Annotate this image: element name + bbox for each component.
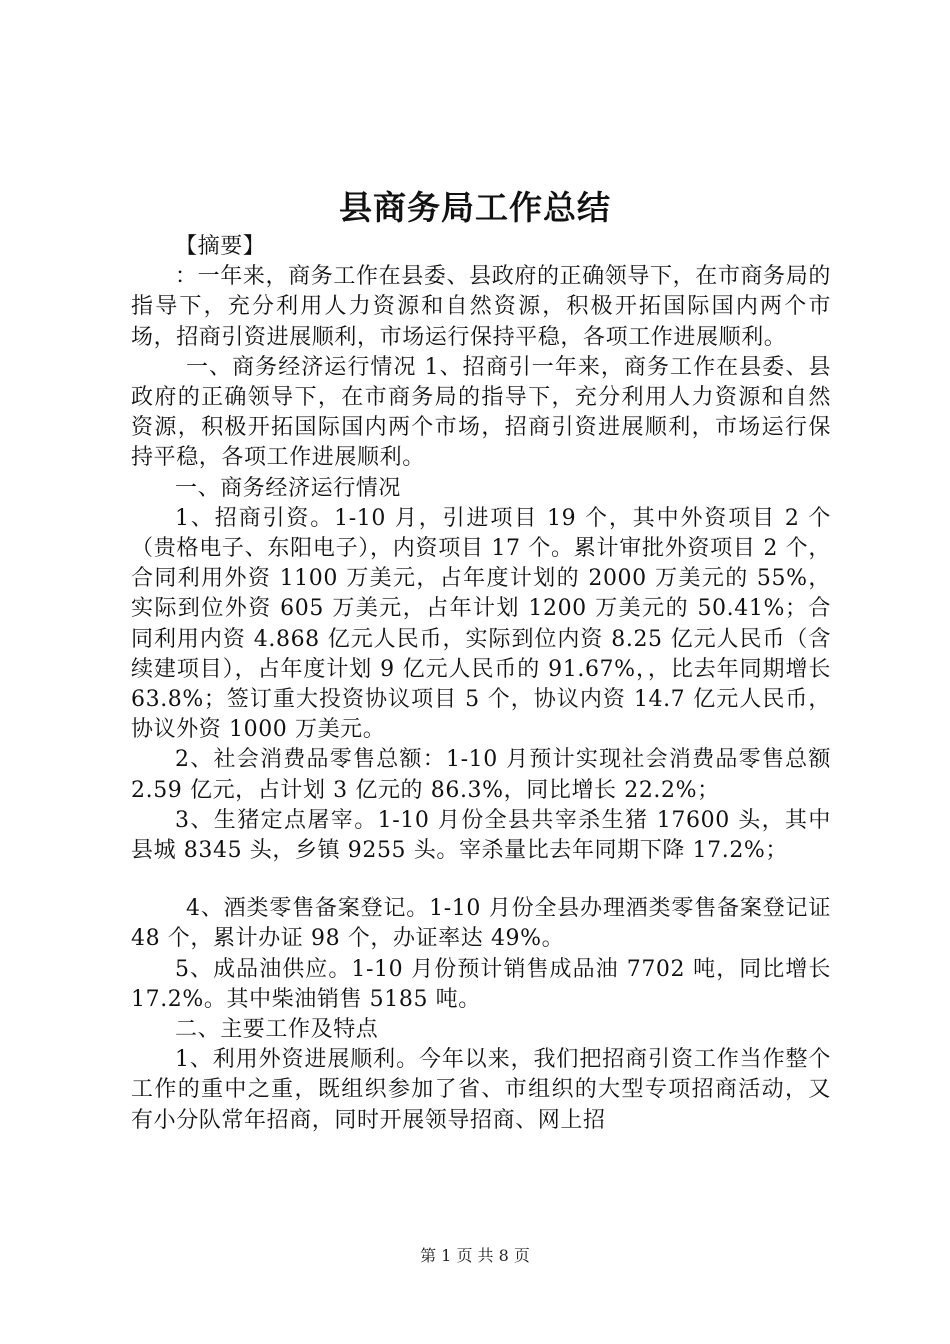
paragraph-foreign-investment: 1、利用外资进展顺利。今年以来，我们把招商引资工作当作整个工作的重中之重，既组织参加了省、市组织的大型专项招商活动，又有小分队常年招商，同时开展领导招商、网上招 — [131, 1047, 831, 1133]
document-body — [131, 232, 831, 1136]
paragraph-retail-sales: 2、社会消费品零售总额：1-10 月预计实现社会消费品零售总额 2.59 亿元，占计划 3 亿元的 86.3%，同比增长 22.2%； — [131, 747, 831, 803]
section-heading-2: 二、主要工作及特点 — [175, 1017, 379, 1043]
paragraph-abstract: ：一年来，商务工作在县委、县政府的正确领导下，在市商务局的指导下，充分利用人力资源和自然资源，积极开拓国际国内两个市场，招商引资进展顺利，市场运行保持平稳，各项工作进展顺利。 — [131, 264, 831, 350]
paragraph-investment: 1、招商引资。1-10 月，引进项目 19 个，其中外资项目 2 个（贵格电子、东阳电子），内资项目 17 个。累计审批外资项目 2 个，合同利用外资 1100 万美元，占年度计划的 2000 万美元的 55%，实际到位外资 605 万美元，占年计划 1200 万美元的 50.41%；合同利用内资 4.868 亿元人民币，实际到位内资 8.25 亿元人民币（含续建项目），占年度计划 9 亿元人民币的 91.67%，，比去年同期增长 63.8%；签订重大投资协议项目 5 个，协议内资 14.7 亿元人民币，协议外资 1000 万美元。 — [131, 505, 831, 743]
abstract-label: 【摘要】 — [175, 234, 266, 259]
page-number-footer: 第 1 页 共 8 页 — [420, 1246, 530, 1265]
section-heading-1: 一、商务经济运行情况 — [175, 475, 402, 501]
document-title: 县商务局工作总结 — [339, 188, 611, 227]
paragraph-section-intro: 一、商务经济运行情况 1、招商引一年来，商务工作在县委、县政府的正确领导下，在市商务局的指导下，充分利用人力资源和自然资源，积极开拓国际国内两个市场，招商引资进展顺利，市场运行保持平稳，各项工作进展顺利。 — [131, 354, 831, 471]
paragraph-fuel-supply: 5、成品油供应。1-10 月份预计销售成品油 7702 吨，同比增长 17.2%。其中柴油销售 5185 吨。 — [131, 956, 831, 1012]
paragraph-gap — [131, 866, 831, 894]
paragraph-pig-slaughter: 3、生猪定点屠宰。1-10 月份全县共宰杀生猪 17600 头，其中县城 8345 头，乡镇 9255 头。宰杀量比去年同期下降 17.2%； — [131, 807, 831, 864]
paragraph-liquor-registration: 4、酒类零售备案登记。1-10 月份全县办理酒类零售备案登记证 48 个，累计办证 98 个，办证率达 49%。 — [131, 896, 831, 952]
